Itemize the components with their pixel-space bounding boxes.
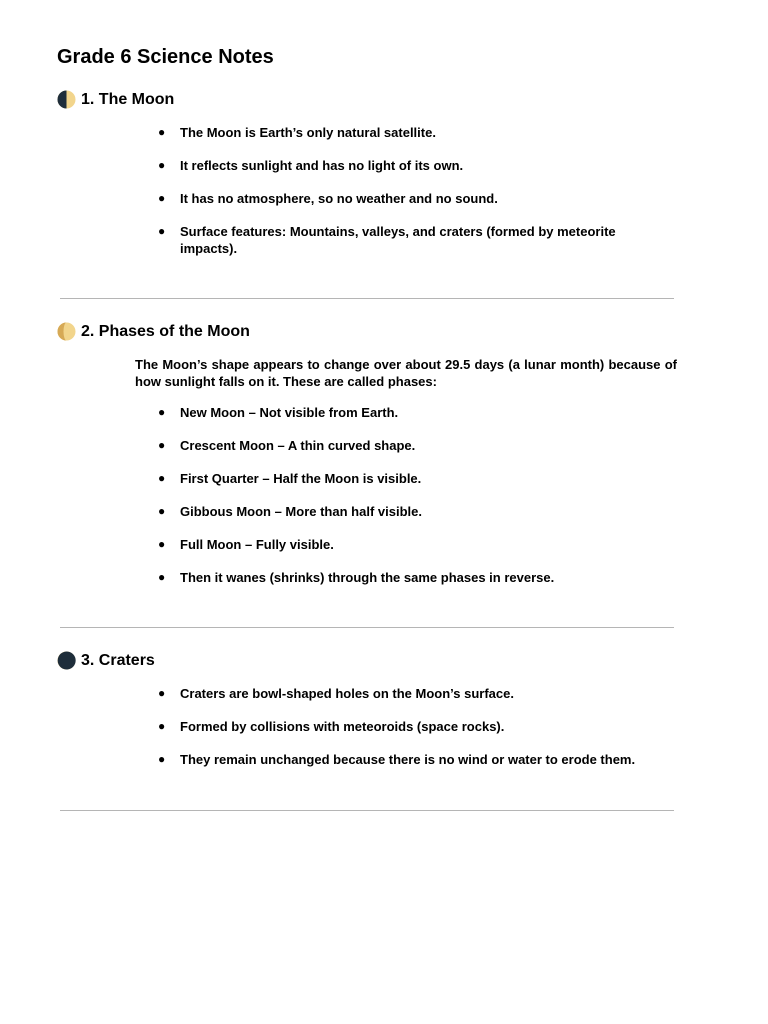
section-heading-the-moon	[57, 90, 174, 109]
moon-facts-list	[158, 124, 658, 273]
section-divider	[60, 298, 674, 299]
section-heading-phases	[57, 322, 250, 341]
list-item: ● The Moon is Earth’s only natural satellite.	[158, 125, 436, 140]
section-divider	[60, 627, 674, 628]
list-item: ● Formed by collisions with meteoroids (space rocks).	[158, 719, 505, 734]
section-heading-craters	[57, 651, 155, 670]
section-heading-label: 2. Phases of the Moon	[81, 322, 250, 340]
section-heading-label: 3. Craters	[81, 651, 155, 669]
quarter-moon-icon	[57, 322, 76, 341]
phases-list	[158, 404, 658, 602]
list-item: ● First Quarter – Half the Moon is visible.	[158, 471, 422, 486]
section-divider	[60, 810, 674, 811]
list-item: ● Crescent Moon – A thin curved shape.	[158, 438, 416, 453]
phases-intro-paragraph: The Moon’s shape appears to change over about 29.5 days (a lunar month) because of how sunlight falls on it. These are called phases:	[135, 357, 677, 389]
list-item: ● It reflects sunlight and has no light of its own.	[158, 158, 464, 173]
page-title: Grade 6 Science Notes	[57, 46, 274, 68]
dark-moon-icon	[57, 651, 76, 670]
list-item: ● New Moon – Not visible from Earth.	[158, 405, 399, 420]
list-item: ● Surface features: Mountains, valleys, and craters (formed by meteorite impacts).	[158, 224, 616, 256]
list-item: ● Then it wanes (shrinks) through the same phases in reverse.	[158, 570, 555, 585]
section-heading-label: 1. The Moon	[81, 90, 175, 108]
list-item: ● Craters are bowl-shaped holes on the Moon’s surface.	[158, 686, 514, 701]
list-item: ● It has no atmosphere, so no weather and no sound.	[158, 191, 498, 206]
half-moon-icon	[57, 90, 76, 109]
list-item: ● Gibbous Moon – More than half visible.	[158, 504, 422, 519]
craters-list	[158, 685, 658, 784]
list-item: ● Full Moon – Fully visible.	[158, 537, 334, 552]
list-item: ● They remain unchanged because there is no wind or water to erode them.	[158, 752, 636, 767]
